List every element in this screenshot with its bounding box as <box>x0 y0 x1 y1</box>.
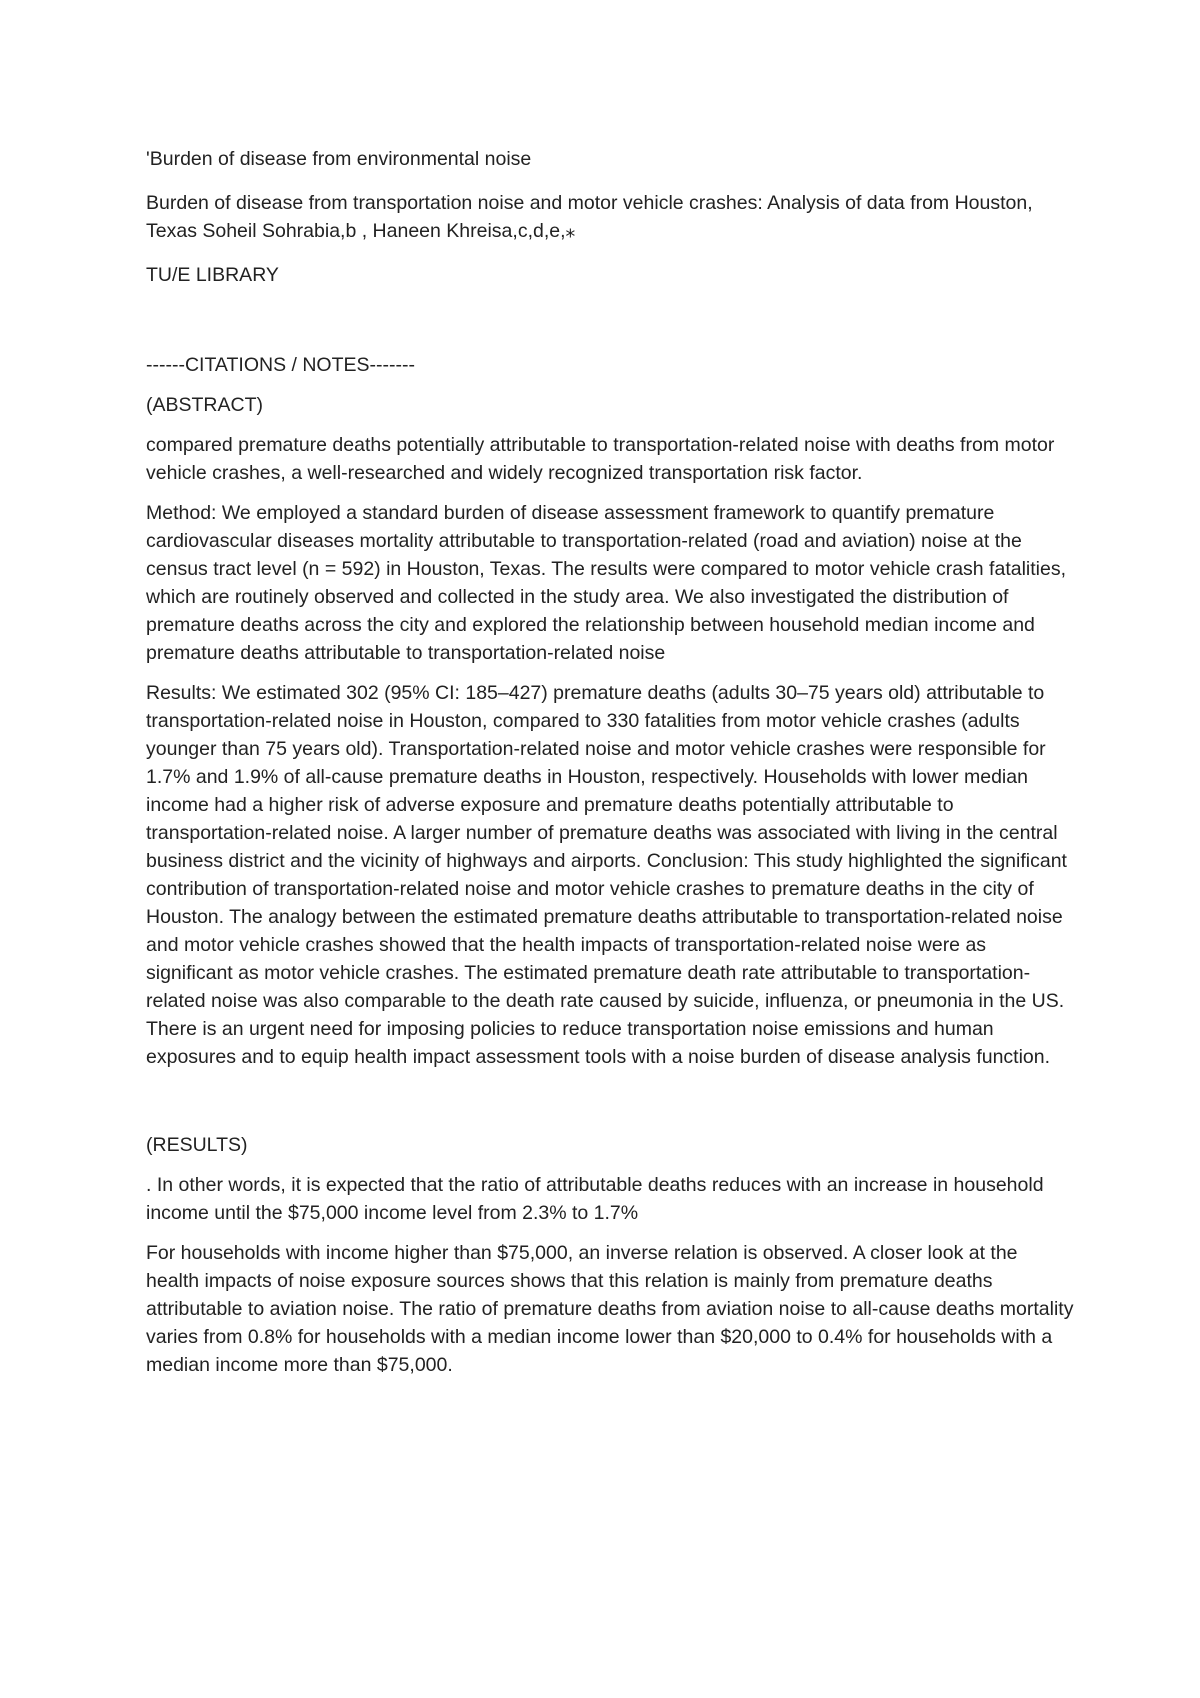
results-paragraph-2: For households with income higher than $75,000, an inverse relation is observed. A closer look at the health impacts of noise exposure sources shows that this relation is mainly from premature deaths attributable to aviation noise. The ratio of premature deaths from aviation noise to all-cause deaths mortality varies from 0.8% for households with a median income lower than $20,000 to 0.4% for households with a median income more than $75,000. <box>146 1242 1074 1376</box>
results-heading: (RESULTS) <box>146 1134 248 1156</box>
abstract-heading: (ABSTRACT) <box>146 394 263 416</box>
header-title: 'Burden of disease from environmental noise <box>146 148 532 170</box>
abstract-results: Results: We estimated 302 (95% CI: 185–427) premature deaths (adults 30–75 years old) attributable to transportation-related noise in Houston, compared to 330 fatalities from motor vehicle crashes (adults younger than 75 years old). Transportation-related noise and motor vehicle crashes were responsible for 1.7% and 1.9% of all-cause premature deaths in Houston, respectively. Households with lower median income had a higher risk of adverse exposure and premature deaths potentially attributable to transportation-related noise. A larger number of premature deaths was associated with living in the central business district and the vicinity of highways and airports. Conclusion: This study highlighted the significant contribution of transportation-related noise and motor vehicle crashes to premature deaths in the city of Houston. The analogy between the estimated premature deaths attributable to transportation-related noise and motor vehicle crashes showed that the health impacts of transportation-related noise were as significant as motor vehicle crashes. The estimated premature death rate attributable to transportation-related noise was also comparable to the death rate caused by suicide, influenza, or pneumonia in the US. There is an urgent need for imposing policies to reduce transportation noise emissions and human exposures and to equip health impact assessment tools with a noise burden of disease analysis function. <box>146 682 1067 1068</box>
abstract-method: Method: We employed a standard burden of disease assessment framework to quantify premature cardiovascular diseases mortality attributable to transportation-related (road and aviation) noise at the census tract level (n = 592) in Houston, Texas. The results were compared to motor vehicle crash fatalities, which are routinely observed and collected in the study area. We also investigated the distribution of premature deaths across the city and explored the relationship between household median income and premature deaths attributable to transportation-related noise <box>146 502 1067 664</box>
document-page <box>146 145 1076 1379</box>
citations-heading: ------CITATIONS / NOTES------- <box>146 354 415 376</box>
library-label: TU/E LIBRARY <box>146 264 279 286</box>
abstract-intro: compared premature deaths potentially attributable to transportation-related noise with deaths from motor vehicle crashes, a well-researched and widely recognized transportation risk factor. <box>146 434 1055 484</box>
results-paragraph-1: . In other words, it is expected that the ratio of attributable deaths reduces with an increase in household income until the $75,000 income level from 2.3% to 1.7% <box>146 1174 1044 1224</box>
article-title: Burden of disease from transportation noise and motor vehicle crashes: Analysis of data from Houston, Texas Soheil Sohrabia,b , Haneen Khreisa,c,d,e,⁎ <box>146 192 1033 242</box>
